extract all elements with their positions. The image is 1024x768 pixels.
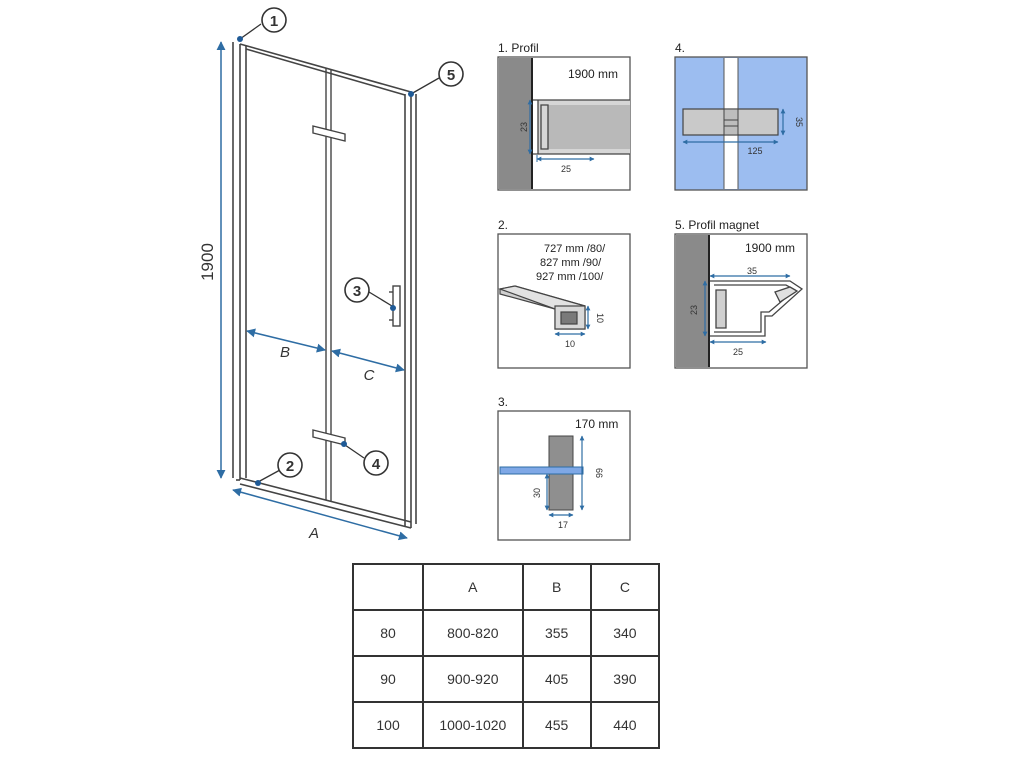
table-header-cell: A [423,564,522,610]
table-cell: 355 [523,610,591,656]
height-dimension [198,42,221,478]
detail-bar [498,218,630,368]
callout-2 [255,453,302,486]
callout-5-number: 5 [446,67,456,84]
table-cell: 390 [591,656,659,702]
callout-4 [341,441,388,475]
detail-handle-glass [500,467,583,474]
callout-4-number: 4 [371,456,381,473]
table-row [353,610,659,656]
left-wall-profile [233,42,246,480]
table-header-cell: B [523,564,591,610]
detail-hinge-title: 4. [675,41,686,55]
right-magnet-profile [405,92,416,528]
table-header-row [353,564,659,610]
table-cell: 80 [353,610,423,656]
table-cell: 405 [523,656,591,702]
callout-3 [345,278,396,311]
dimension-table [352,563,660,749]
panel-c-label: C [363,367,375,384]
detail-bar-height-label: 10 [595,312,605,324]
detail-profil-length: 1900 mm [568,67,619,81]
detail-profil-shape [533,100,630,154]
table-cell: 1000-1020 [423,702,522,748]
table-row [353,702,659,748]
table-row [353,656,659,702]
detail-profil-title: 1. Profil [498,41,539,55]
detail-magnet-top-label: 35 [746,266,758,276]
table-cell: 800-820 [423,610,522,656]
detail-handle-width-label: 17 [557,520,569,530]
detail-bar-title: 2. [498,218,509,232]
detail-profil-height-label: 23 [519,121,529,133]
detail-handle-length: 170 mm [575,417,619,431]
callout-5 [408,62,463,97]
top-hinge [313,126,345,141]
detail-hinge-height-label: 35 [794,116,804,128]
panel-b-label: B [279,344,291,361]
detail-magnet [675,218,807,368]
detail-bar-length-90: 827 mm /90/ [540,257,602,269]
detail-magnet-length: 1900 mm [745,241,796,255]
detail-profil-width-label: 25 [560,164,572,174]
detail-bar-width-label: 10 [564,339,576,349]
door-drawing [198,8,463,542]
table-header-cell: C [591,564,659,610]
callout-2-number: 2 [285,458,295,475]
panel-b-dimension [247,331,325,361]
table-cell: 90 [353,656,423,702]
table-cell: 100 [353,702,423,748]
door-bottom-edge [236,478,411,528]
bottom-hinge [313,430,345,445]
table-cell: 440 [591,702,659,748]
table-cell: 340 [591,610,659,656]
callout-1-number: 1 [269,13,279,30]
detail-handle-lower-label: 30 [532,487,542,499]
detail-bar-length-100: 927 mm /100/ [536,271,604,283]
callout-3-number: 3 [352,283,362,300]
width-a-label: A [308,525,320,542]
detail-handle-total-label: 66 [594,467,604,479]
detail-magnet-bottom-label: 25 [732,347,744,357]
table-cell: 900-920 [423,656,522,702]
detail-handle-title: 3. [498,395,509,409]
table-header-cell [353,564,423,610]
detail-magnet-title: 5. Profil magnet [675,218,760,232]
height-label: 1900 [198,243,217,281]
detail-bar-length-80: 727 mm /80/ [544,243,606,255]
detail-profil [498,41,630,190]
table-cell: 455 [523,702,591,748]
panel-c-dimension [332,351,404,384]
detail-hinge [675,41,807,190]
detail-handle [498,395,630,540]
callout-1 [237,8,286,42]
detail-magnet-height-label: 23 [689,304,699,316]
detail-magnet-wall [676,235,709,367]
detail-hinge-width-label: 125 [747,146,763,156]
